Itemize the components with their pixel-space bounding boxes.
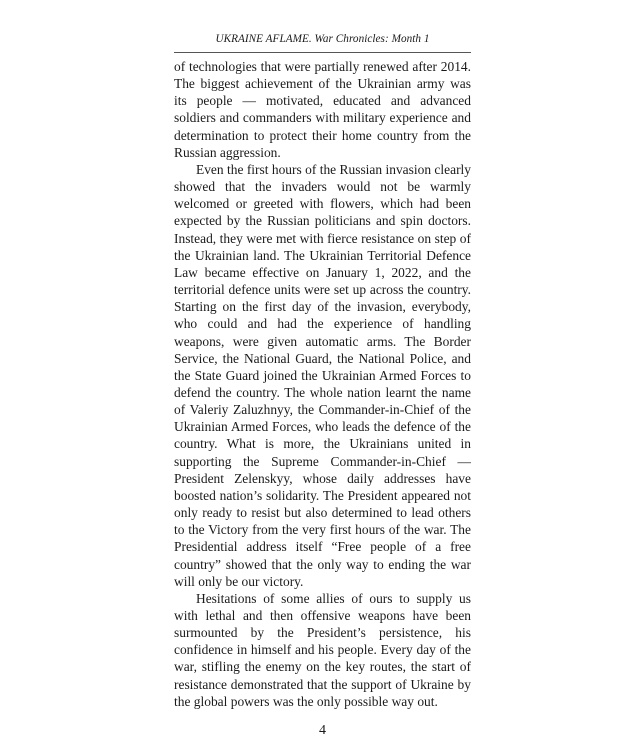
header-rule <box>174 52 471 53</box>
paragraph: Hesitations of some allies of ours to supply us with lethal and then offensive weapons have been surmounted by the President’s persistence, his confidence in himself and his people. Every day of the war, stifling the enemy on the key routes, the start of resistance demonstrated that the support of Ukraine by the global powers was the only possible way out. <box>174 590 471 709</box>
running-head: UKRAINE AFLAME. War Chronicles: Month 1 <box>215 33 430 45</box>
book-page <box>174 30 471 739</box>
body-text <box>174 58 471 710</box>
page-number: 4 <box>319 722 326 738</box>
paragraph: Even the first hours of the Russian invasion clearly showed that the invaders would not be warmly welcomed or greeted with flowers, which had been expected by the Russian politicians and spin doctors. Instead, they were met with fierce resistance on step of the Ukrainian land. The Ukrainian Territorial Defence Law became effective on January 1, 2022, and the territorial defence units were set up across the country. Starting on the first day of the invasion, everybody, who could and had the experience of handling weapons, were given automatic arms. The Border Service, the National Guard, the National Police, and the State Guard joined the Ukrainian Armed Forces to defend the country. The whole nation learnt the name of Valeriy Zaluzhnyy, the Commander-in-Chief of the Ukrainian Armed Forces, who leads the defence of the country. What is more, the Ukrainians united in supporting the Supreme Commander-in-Chief — President Zelenskyy, whose daily addresses have boosted nation’s solidarity. The President appeared not only ready to resist but also determined to lead others to the Victory from the very first hours of the war. The Presidential address itself “Free people of a free country” showed that the only way to ending the war will only be our victory. <box>174 161 471 589</box>
paragraph-continued: of technologies that were partially renewed after 2014. The biggest achievement of the Ukrainian army was its people — motivated, educated and advanced soldiers and commanders with military experience and determination to protect their home country from the Russian aggression. <box>174 59 471 160</box>
